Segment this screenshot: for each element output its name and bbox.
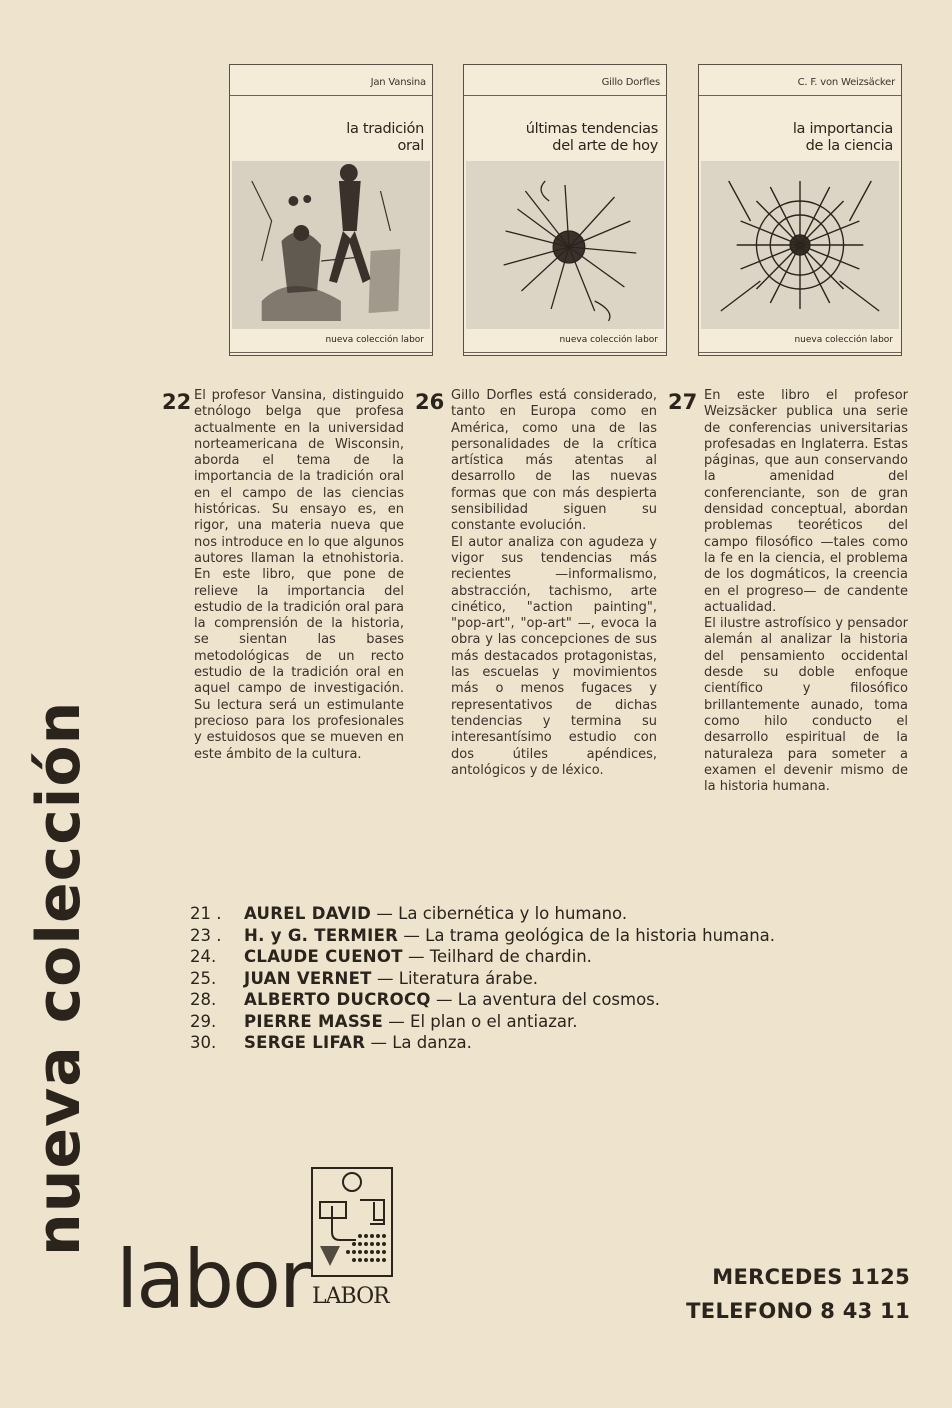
address-line: MERCEDES 1125 bbox=[712, 1265, 910, 1289]
book-cover-tradicion-oral[interactable] bbox=[229, 64, 433, 356]
description-paragraph: En este libro el profesor Weizsäcker publica una serie de conferencias universitarias profesadas en Inglaterra. Estas páginas, que aun conservando la amenidad del conferenciante, son de gran densidad conceptual, abordan problemas teoréticos del campo filosófico —tales como la fe en la ciencia, el problema de los dogmáticos, la creencia en el progreso— de candente actualidad. bbox=[704, 388, 908, 615]
list-item: 23 . H. y G. TERMIER — La trama geológica de la historia humana. bbox=[190, 925, 776, 945]
cover-rule bbox=[699, 95, 901, 96]
list-item: 29. PIERRE MASSE — El plan o el antiazar. bbox=[190, 1011, 578, 1031]
cover-title: la importancia de la ciencia bbox=[792, 121, 893, 154]
list-item: 25. JUAN VERNET — Literatura árabe. bbox=[190, 968, 538, 988]
description-text bbox=[451, 388, 657, 779]
catalog-list bbox=[190, 903, 870, 1054]
description-paragraph: El autor analiza con agudeza y vigor sus tendencias más recientes —informalismo, abstracción, tachismo, arte cinético, "action painting", "pop-art", "op-art" —, evoca la obra y las concepciones de sus más destacados protagonistas, las escuelas y movimientos más o menos fugaces y representativos de dichas tendencias y termina su interesantísimo estudio con dos útiles apéndices, antológicos y de léxico. bbox=[451, 534, 657, 778]
cover-rule bbox=[230, 95, 432, 96]
cover-illustration-wheel bbox=[701, 161, 899, 329]
description-paragraph: Gillo Dorfles está considerado, tanto en Europa como en América, como una de las personalidades de la crítica artística más atentas al desarrollo de las nuevas formas que con más despierta sensibilidad siguen su constante evolución. bbox=[451, 388, 657, 534]
labor-logo-icon bbox=[310, 1166, 394, 1278]
cover-rule bbox=[699, 352, 901, 353]
cover-series: nueva colección labor bbox=[794, 335, 893, 345]
book-number: 22 bbox=[162, 390, 192, 414]
contact-block bbox=[686, 1260, 910, 1328]
cover-illustration-figures bbox=[232, 161, 430, 329]
cover-series: nueva colección labor bbox=[559, 335, 658, 345]
description-text bbox=[704, 388, 908, 795]
description-paragraph: El ilustre astrofísico y pensador alemán al analizar la historia del pensamiento occidental desde su doble enfoque científico y filosófico brillantemente aunado, toma como hilo conducto el desarrollo espiritual de la naturaleza para someter a examen el devenir mismo de la historia humana. bbox=[704, 616, 908, 795]
cover-title: últimas tendencias del arte de hoy bbox=[525, 121, 658, 154]
list-item: 21 . AUREL DAVID — La cibernética y lo humano. bbox=[190, 904, 628, 923]
cover-rule bbox=[464, 95, 666, 96]
list-item: 24. CLAUDE CUENOT — Teilhard de chardin. bbox=[190, 947, 592, 966]
list-item: 28. ALBERTO DUCROCQ — La aventura del cosmos. bbox=[190, 990, 661, 1009]
book-number: 26 bbox=[415, 390, 445, 414]
book-cover-importancia-ciencia[interactable] bbox=[698, 64, 902, 356]
series-vertical-title: nueva colección bbox=[24, 701, 94, 1257]
phone-line: TELEFONO 8 43 11 bbox=[686, 1299, 910, 1323]
book-cover-ultimas-tendencias[interactable] bbox=[463, 64, 667, 356]
brand-wordmark: labor bbox=[116, 1233, 310, 1326]
cover-author: Jan Vansina bbox=[370, 77, 426, 88]
cover-rule bbox=[230, 352, 432, 353]
description-text: El profesor Vansina, distinguido etnólogo belga que profesa actualmente en la universidad norteamericana de Wisconsin, aborda el tema de la importancia de la tradición oral en el campo de las ciencias históricas. Su ensayo es, en rigor, una materia nueva que nos introduce en lo que algunos autores llaman la etnohistoria. En este libro, que pone de relieve la importancia del estudio de la tradición oral para la comprensión de la historia, se sientan las bases metodológicas de un recto estudio de la tradición oral en aquel campo de investigación. Su lectura será un estimulante precioso para los profesionales y estuidosos que se mueven en este ámbito de la cultura. bbox=[194, 388, 404, 762]
logo-label: LABOR bbox=[312, 1284, 389, 1309]
book-number: 27 bbox=[668, 390, 698, 414]
cover-illustration-sculpture bbox=[466, 161, 664, 329]
cover-rule bbox=[464, 352, 666, 353]
cover-author: Gillo Dorfles bbox=[601, 77, 660, 88]
cover-series: nueva colección labor bbox=[325, 335, 424, 345]
cover-author: C. F. von Weizsäcker bbox=[797, 77, 895, 88]
cover-title: la tradición oral bbox=[346, 121, 424, 154]
list-item: 30. SERGE LIFAR — La danza. bbox=[190, 1033, 472, 1052]
